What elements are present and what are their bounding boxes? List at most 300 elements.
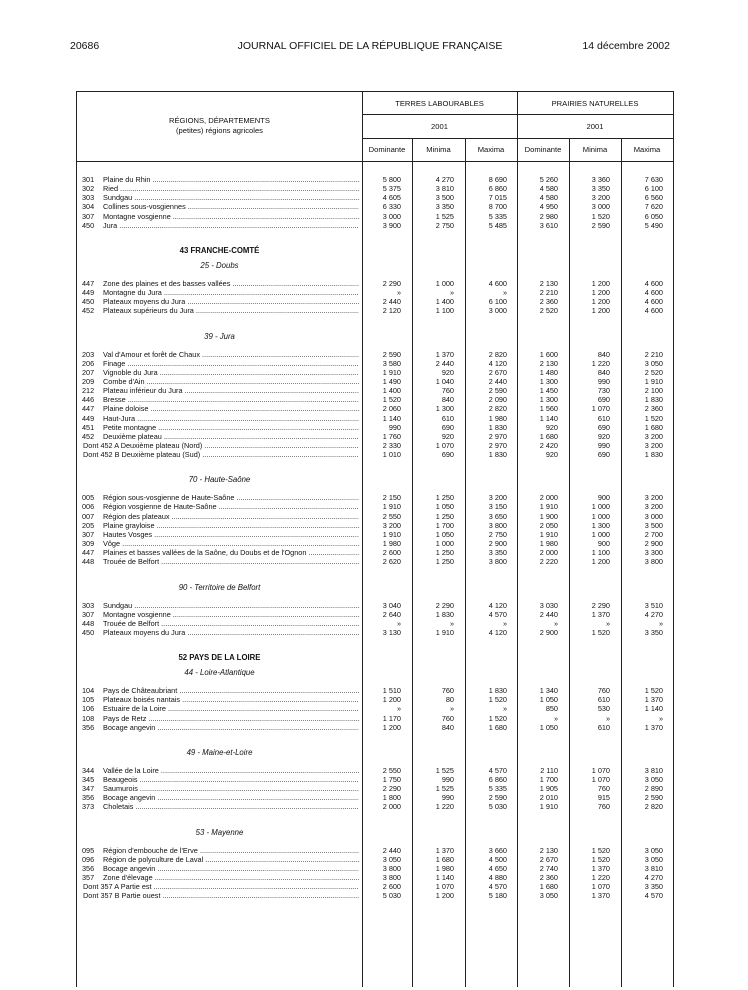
region-code: 309 bbox=[82, 539, 95, 549]
value-cell: 2 010 bbox=[539, 793, 558, 803]
value-cell: 2 360 bbox=[539, 873, 558, 883]
region-header-line-1: RÉGIONS, DÉPARTEMENTS bbox=[169, 116, 270, 125]
value-cell: 610 bbox=[597, 413, 610, 423]
value-cell: 3 200 bbox=[488, 493, 507, 503]
table-row bbox=[77, 175, 673, 184]
table-row bbox=[77, 714, 673, 723]
value-cell: 1 910 bbox=[539, 802, 558, 812]
table-row bbox=[77, 193, 673, 202]
value-cell: 3 900 bbox=[382, 220, 401, 230]
value-cell: 3 350 bbox=[435, 202, 454, 212]
value-cell: 2 290 bbox=[382, 278, 401, 288]
table-row bbox=[77, 184, 673, 193]
value-cell: 2 820 bbox=[488, 349, 507, 359]
value-cell: 1 050 bbox=[435, 529, 454, 539]
region-code: 209 bbox=[82, 376, 95, 386]
value-cell: 1 910 bbox=[382, 529, 401, 539]
region-name: Hautes Vosges ..... bbox=[103, 530, 359, 539]
value-cell: 2 970 bbox=[488, 431, 507, 441]
value-cell: 4 270 bbox=[435, 175, 454, 184]
value-cell: 3 360 bbox=[591, 175, 610, 184]
region-name: Dont 452 A Deuxième plateau (Nord) ..... bbox=[83, 441, 359, 450]
region-name: Haut-Jura ..... bbox=[103, 414, 359, 423]
region-code: 447 bbox=[82, 404, 95, 414]
region-name: Finage ..... bbox=[103, 359, 359, 368]
value-cell: 6 560 bbox=[644, 193, 663, 203]
value-cell: 920 bbox=[441, 367, 454, 377]
value-cell: 1 600 bbox=[539, 349, 558, 359]
region-name: Estuaire de la Loire ..... bbox=[103, 704, 359, 713]
region-code: 447 bbox=[82, 278, 95, 288]
value-cell: 1 370 bbox=[591, 863, 610, 873]
region-name: Montagne du Jura ..... bbox=[103, 288, 359, 297]
value-cell: 1 220 bbox=[591, 358, 610, 368]
value-cell: 2 130 bbox=[539, 278, 558, 288]
region-name: Plateaux supérieurs du Jura ..... bbox=[103, 306, 359, 315]
header-rule bbox=[77, 161, 673, 162]
value-cell: 4 600 bbox=[644, 306, 663, 316]
value-cell: 915 bbox=[597, 793, 610, 803]
value-cell: 1 140 bbox=[435, 873, 454, 883]
value-cell: 1 140 bbox=[644, 704, 663, 714]
value-cell: 3 200 bbox=[591, 193, 610, 203]
region-code: 206 bbox=[82, 358, 95, 368]
value-cell: 1 700 bbox=[539, 775, 558, 784]
value-cell: 760 bbox=[597, 784, 610, 794]
table-row bbox=[77, 557, 673, 566]
value-cell: 1 250 bbox=[435, 548, 454, 558]
value-cell: 3 510 bbox=[644, 600, 663, 610]
value-cell: 690 bbox=[597, 450, 610, 460]
region-name: Plateaux moyens du Jura ..... bbox=[103, 628, 359, 637]
region-code: 347 bbox=[82, 784, 95, 794]
value-cell: 760 bbox=[441, 686, 454, 696]
table-row bbox=[77, 306, 673, 315]
value-cell: 5 030 bbox=[382, 891, 401, 901]
region-code: 105 bbox=[82, 695, 95, 705]
value-cell: 1 070 bbox=[435, 441, 454, 450]
value-cell: 3 130 bbox=[382, 627, 401, 637]
value-cell: 2 600 bbox=[382, 548, 401, 558]
value-cell: 1 760 bbox=[382, 431, 401, 441]
value-cell: 1 370 bbox=[644, 722, 663, 732]
value-cell: 990 bbox=[441, 775, 454, 784]
value-cell: 2 890 bbox=[644, 784, 663, 794]
value-cell: 1 370 bbox=[591, 609, 610, 619]
value-cell: 2 590 bbox=[382, 349, 401, 359]
table-row bbox=[77, 377, 673, 386]
value-cell: 1 100 bbox=[435, 306, 454, 316]
value-cell: 990 bbox=[388, 422, 401, 432]
table-row bbox=[77, 202, 673, 211]
value-cell: 1 525 bbox=[435, 765, 454, 775]
value-cell: 1 050 bbox=[435, 502, 454, 512]
value-cell: 730 bbox=[597, 386, 610, 396]
value-cell: 2 360 bbox=[644, 404, 663, 414]
value-cell: 3 150 bbox=[488, 502, 507, 512]
value-cell: 1 370 bbox=[435, 349, 454, 359]
value-cell: 1 300 bbox=[591, 520, 610, 530]
value-cell: 1 250 bbox=[435, 493, 454, 503]
region-code: 449 bbox=[82, 413, 95, 423]
value-cell: 5 800 bbox=[382, 175, 401, 184]
region-name: Région vosgienne de Haute-Saône ..... bbox=[103, 502, 359, 511]
value-cell: 2 750 bbox=[435, 220, 454, 230]
value-cell: 1 980 bbox=[382, 539, 401, 549]
table-row bbox=[77, 882, 673, 891]
region-header-line-2: (petites) régions agricoles bbox=[176, 126, 263, 135]
value-cell: 690 bbox=[441, 450, 454, 460]
value-cell: 2 420 bbox=[539, 441, 558, 450]
table-row bbox=[77, 723, 673, 732]
value-cell: 5 485 bbox=[488, 220, 507, 230]
value-cell: 530 bbox=[597, 704, 610, 714]
value-cell: 2 060 bbox=[382, 404, 401, 414]
region-code: 007 bbox=[82, 511, 95, 521]
region-name: Montagne vosgienne ..... bbox=[103, 212, 359, 221]
value-cell: 1 200 bbox=[591, 288, 610, 298]
region-name: Ried ..... bbox=[103, 184, 359, 193]
region-code: 448 bbox=[82, 557, 95, 567]
value-cell: » bbox=[502, 704, 507, 714]
region-name: Dont 452 B Deuxième plateau (Sud) ..... bbox=[83, 450, 359, 459]
region-code: 450 bbox=[82, 297, 95, 307]
region-code: 106 bbox=[82, 704, 95, 714]
value-cell: 2 090 bbox=[488, 395, 507, 405]
region-code: 344 bbox=[82, 765, 95, 775]
region-code: 450 bbox=[82, 627, 95, 637]
value-cell: 4 120 bbox=[488, 600, 507, 610]
value-cell: 1 520 bbox=[591, 854, 610, 864]
value-cell: 1 340 bbox=[539, 686, 558, 696]
region-name: Plateaux boisés nantais ..... bbox=[103, 695, 359, 704]
value-cell: 3 000 bbox=[644, 511, 663, 521]
value-cell: 1 070 bbox=[591, 404, 610, 414]
value-cell: 3 810 bbox=[435, 184, 454, 194]
region-name: Région sous-vosgienne de Haute-Saône ..... bbox=[103, 493, 359, 502]
region-name: Montagne vosgienne ..... bbox=[103, 610, 359, 619]
value-cell: 4 950 bbox=[539, 202, 558, 212]
value-cell: 3 200 bbox=[644, 502, 663, 512]
value-cell: 2 440 bbox=[539, 609, 558, 619]
value-cell: 2 110 bbox=[540, 765, 558, 775]
value-cell: 2 820 bbox=[644, 802, 663, 812]
table-row bbox=[77, 548, 673, 557]
value-cell: 6 100 bbox=[644, 184, 663, 194]
value-cell: 2 440 bbox=[488, 376, 507, 386]
region-name: Région de polyculture de Laval ..... bbox=[103, 855, 359, 864]
table-row bbox=[77, 864, 673, 873]
table-row bbox=[77, 212, 673, 221]
value-cell: 990 bbox=[597, 376, 610, 386]
value-cell: 1 250 bbox=[435, 511, 454, 521]
value-cell: 2 670 bbox=[488, 367, 507, 377]
value-cell: 1 560 bbox=[539, 404, 558, 414]
value-cell: 840 bbox=[597, 367, 610, 377]
value-cell: 2 000 bbox=[539, 493, 558, 503]
value-cell: 3 000 bbox=[382, 211, 401, 221]
value-cell: 2 700 bbox=[644, 529, 663, 539]
page-header bbox=[70, 40, 670, 54]
value-cell: 1 300 bbox=[435, 404, 454, 414]
value-cell: 1 040 bbox=[435, 376, 454, 386]
value-cell: 2 900 bbox=[488, 539, 507, 549]
region-code: 447 bbox=[82, 548, 95, 558]
region-name: Plateaux moyens du Jura ..... bbox=[103, 297, 359, 306]
region-code: 307 bbox=[82, 609, 95, 619]
value-cell: 760 bbox=[597, 686, 610, 696]
region-name: Zone d'élevage ..... bbox=[103, 873, 359, 882]
value-cell: 2 600 bbox=[382, 882, 401, 892]
value-cell: 1 910 bbox=[539, 502, 558, 512]
value-cell: 1 370 bbox=[435, 845, 454, 855]
value-cell: 2 440 bbox=[382, 297, 401, 307]
table-row bbox=[77, 493, 673, 502]
region-code: 307 bbox=[82, 211, 95, 221]
value-cell: 1 900 bbox=[539, 511, 558, 521]
value-cell: 1 525 bbox=[435, 784, 454, 794]
value-cell: » bbox=[396, 704, 401, 714]
value-cell: 2 130 bbox=[539, 358, 558, 368]
department-title: 49 - Maine-et-Loire bbox=[186, 747, 253, 757]
value-cell: 2 290 bbox=[435, 600, 454, 610]
value-cell: 1 980 bbox=[539, 539, 558, 549]
region-code: 345 bbox=[82, 775, 95, 784]
value-cell: 2 220 bbox=[539, 557, 558, 567]
value-cell: 900 bbox=[597, 539, 610, 549]
value-cell: 1 200 bbox=[591, 557, 610, 567]
region-name: Trouée de Belfort ..... bbox=[103, 619, 359, 628]
value-cell: 1 830 bbox=[435, 609, 454, 619]
value-cell: 1 010 bbox=[382, 450, 401, 460]
department-title: 90 - Territoire de Belfort bbox=[178, 582, 261, 592]
region-code: 307 bbox=[82, 529, 95, 539]
value-cell: 3 350 bbox=[591, 184, 610, 194]
value-cell: 2 000 bbox=[539, 548, 558, 558]
region-code: 356 bbox=[82, 793, 95, 803]
region-code: 373 bbox=[82, 802, 95, 812]
value-cell: 2 440 bbox=[382, 845, 401, 855]
value-cell: 3 800 bbox=[382, 863, 401, 873]
region-name: Bresse ..... bbox=[103, 395, 359, 404]
region-code: 446 bbox=[82, 395, 95, 405]
value-cell: 1 300 bbox=[539, 376, 558, 386]
value-cell: 5 335 bbox=[488, 211, 507, 221]
value-cell: 3 300 bbox=[644, 548, 663, 558]
value-cell: 610 bbox=[441, 413, 454, 423]
table-row bbox=[77, 350, 673, 359]
value-cell: 2 520 bbox=[539, 306, 558, 316]
region-code: 207 bbox=[82, 367, 95, 377]
table-row bbox=[77, 279, 673, 288]
value-cell: 4 600 bbox=[644, 288, 663, 298]
value-cell: 850 bbox=[545, 704, 558, 714]
value-cell: 2 120 bbox=[382, 306, 401, 316]
department-title: 39 - Jura bbox=[204, 331, 235, 341]
value-cell: 4 120 bbox=[488, 358, 507, 368]
value-cell: 1 830 bbox=[488, 450, 507, 460]
table-row bbox=[77, 610, 673, 619]
region-name: Sundgau ..... bbox=[103, 601, 359, 610]
value-cell: 4 570 bbox=[488, 882, 507, 892]
year-header-terres: 2001 bbox=[431, 122, 448, 131]
region-name: Beaugeois ..... bbox=[103, 775, 359, 784]
value-cell: 1 980 bbox=[488, 413, 507, 423]
value-cell: 3 050 bbox=[644, 845, 663, 855]
group-header-prairies: PRAIRIES NATURELLES bbox=[551, 99, 639, 108]
table-row bbox=[77, 802, 673, 811]
value-cell: 1 680 bbox=[435, 854, 454, 864]
value-cell: 760 bbox=[597, 802, 610, 812]
value-cell: 2 550 bbox=[382, 511, 401, 521]
value-cell: 1 220 bbox=[591, 873, 610, 883]
value-cell: » bbox=[502, 288, 507, 298]
value-cell: 1 200 bbox=[591, 306, 610, 316]
value-cell: 1 300 bbox=[539, 395, 558, 405]
value-cell: 1 520 bbox=[488, 695, 507, 705]
value-cell: 990 bbox=[441, 793, 454, 803]
value-cell: 1 140 bbox=[382, 413, 401, 423]
region-name: Trouée de Belfort ..... bbox=[103, 557, 359, 566]
page-number: 20686 bbox=[70, 40, 100, 52]
value-cell: 1 520 bbox=[591, 845, 610, 855]
value-cell: 2 590 bbox=[488, 386, 507, 396]
value-cell: 1 050 bbox=[539, 695, 558, 705]
col-header-maxima: Maxima bbox=[477, 145, 505, 154]
region-name: Combe d'Ain ..... bbox=[103, 377, 359, 386]
value-cell: 1 510 bbox=[382, 686, 401, 696]
region-code: 304 bbox=[82, 202, 95, 212]
header-rule bbox=[362, 138, 673, 139]
value-cell: 3 800 bbox=[382, 873, 401, 883]
value-cell: 690 bbox=[441, 422, 454, 432]
value-cell: 1 370 bbox=[591, 891, 610, 901]
table-row bbox=[77, 891, 673, 900]
value-cell: 2 900 bbox=[539, 627, 558, 637]
value-cell: 1 520 bbox=[644, 413, 663, 423]
value-cell: 2 050 bbox=[539, 520, 558, 530]
value-cell: 5 260 bbox=[539, 175, 558, 184]
value-cell: 1 250 bbox=[435, 557, 454, 567]
value-cell: 6 330 bbox=[382, 202, 401, 212]
table-row bbox=[77, 450, 673, 459]
value-cell: » bbox=[605, 713, 610, 723]
region-name: Plaine du Rhin ..... bbox=[103, 175, 359, 184]
value-cell: 3 660 bbox=[488, 845, 507, 855]
value-cell: 4 270 bbox=[644, 873, 663, 883]
table-row bbox=[77, 846, 673, 855]
value-cell: » bbox=[449, 704, 454, 714]
value-cell: 3 800 bbox=[644, 557, 663, 567]
value-cell: 2 590 bbox=[488, 793, 507, 803]
value-cell: 4 500 bbox=[488, 854, 507, 864]
col-header-maxima: Maxima bbox=[633, 145, 661, 154]
value-cell: 1 525 bbox=[435, 211, 454, 221]
region-code: 301 bbox=[82, 175, 95, 184]
value-cell: 2 750 bbox=[488, 529, 507, 539]
region-name: Vôge ..... bbox=[103, 539, 359, 548]
table-row bbox=[77, 793, 673, 802]
value-cell: 4 880 bbox=[488, 873, 507, 883]
value-cell: 1 680 bbox=[488, 722, 507, 732]
value-cell: 3 350 bbox=[488, 548, 507, 558]
region-name: Vallée de la Loire ..... bbox=[103, 766, 359, 775]
table-row bbox=[77, 521, 673, 530]
value-cell: 1 400 bbox=[435, 297, 454, 307]
region-name: Plaine doloise ..... bbox=[103, 404, 359, 413]
table-row bbox=[77, 404, 673, 413]
department-title: 70 - Haute-Saône bbox=[188, 475, 251, 485]
region-name: Sundgau ..... bbox=[103, 193, 359, 202]
value-cell: 4 580 bbox=[539, 184, 558, 194]
value-cell: 2 620 bbox=[382, 557, 401, 567]
value-cell: 1 520 bbox=[644, 686, 663, 696]
value-cell: 1 520 bbox=[591, 211, 610, 221]
value-cell: 5 375 bbox=[382, 184, 401, 194]
value-cell: 1 800 bbox=[382, 793, 401, 803]
region-name: Zone des plaines et des basses vallées ..... bbox=[103, 279, 359, 288]
value-cell: 6 860 bbox=[488, 775, 507, 784]
value-cell: 690 bbox=[597, 395, 610, 405]
value-cell: 1 070 bbox=[591, 882, 610, 892]
value-cell: 3 500 bbox=[435, 193, 454, 203]
region-name: Bocage angevin ..... bbox=[103, 793, 359, 802]
table-row bbox=[77, 695, 673, 704]
year-header-prairies: 2001 bbox=[586, 122, 604, 131]
region-code: 303 bbox=[82, 600, 95, 610]
value-cell: 2 590 bbox=[644, 793, 663, 803]
region-code: 096 bbox=[82, 854, 95, 864]
table-row bbox=[77, 686, 673, 695]
value-cell: 2 130 bbox=[539, 845, 558, 855]
value-cell: 1 830 bbox=[488, 686, 507, 696]
value-cell: 1 680 bbox=[539, 431, 558, 441]
value-cell: 3 200 bbox=[644, 431, 663, 441]
value-cell: 610 bbox=[597, 722, 610, 732]
region-name: Vignoble du Jura ..... bbox=[103, 368, 359, 377]
value-cell: 2 590 bbox=[591, 220, 610, 230]
value-cell: 3 050 bbox=[644, 854, 663, 864]
region-code: 108 bbox=[82, 713, 95, 723]
value-cell: 7 630 bbox=[644, 175, 663, 184]
region-name: Choletais ..... bbox=[103, 802, 359, 811]
value-cell: 4 650 bbox=[488, 863, 507, 873]
value-cell: 2 210 bbox=[644, 349, 663, 359]
region-name: Pays de Retz ..... bbox=[103, 714, 359, 723]
region-code: 303 bbox=[82, 193, 95, 203]
region-code: 356 bbox=[82, 863, 95, 873]
value-cell: 1 490 bbox=[382, 376, 401, 386]
value-cell: 2 670 bbox=[539, 854, 558, 864]
region-code: 451 bbox=[82, 422, 95, 432]
value-cell: 2 330 bbox=[382, 441, 401, 450]
value-cell: 1 000 bbox=[591, 502, 610, 512]
value-cell: 1 050 bbox=[539, 722, 558, 732]
value-cell: 990 bbox=[597, 441, 610, 450]
value-cell: 1 520 bbox=[591, 627, 610, 637]
value-cell: 1 070 bbox=[435, 882, 454, 892]
value-cell: 1 000 bbox=[435, 278, 454, 288]
value-cell: 3 040 bbox=[382, 600, 401, 610]
value-cell: 3 050 bbox=[539, 891, 558, 901]
value-cell: » bbox=[658, 713, 663, 723]
value-cell: 3 050 bbox=[644, 358, 663, 368]
region-code: 005 bbox=[82, 493, 95, 503]
value-cell: 7 015 bbox=[488, 193, 507, 203]
table-row bbox=[77, 628, 673, 637]
value-cell: 3 500 bbox=[644, 520, 663, 530]
value-cell: 3 350 bbox=[644, 627, 663, 637]
